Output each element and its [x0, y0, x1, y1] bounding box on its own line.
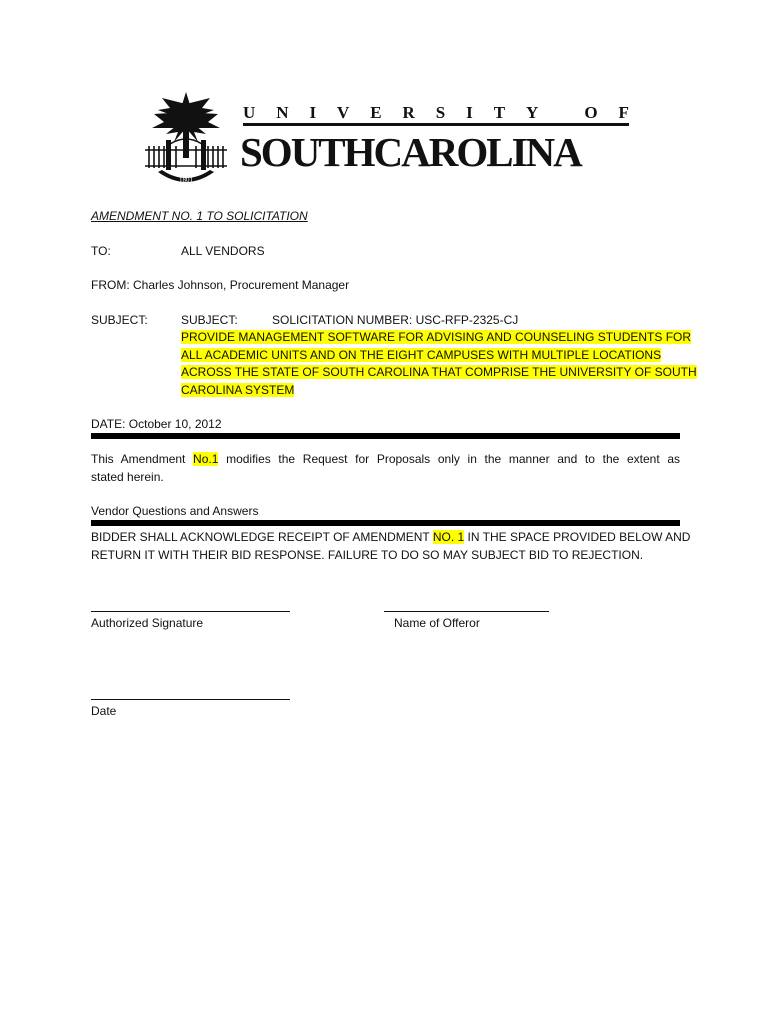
- amendment-paragraph: [91, 451, 680, 486]
- wordmark-letter: T: [493, 103, 506, 122]
- amendment-number-highlight: No.1: [193, 452, 219, 466]
- wordmark-university-of: [243, 104, 629, 126]
- to-label: TO:: [91, 244, 111, 258]
- date-line: DATE: October 10, 2012: [91, 417, 222, 431]
- wordmark-letter: R: [402, 103, 415, 122]
- solicitation-number: SOLICITATION NUMBER: USC-RFP-2325-CJ: [272, 313, 519, 327]
- wordmark-letter: Y: [525, 103, 539, 122]
- wordmark-letter: [559, 104, 563, 121]
- bidder-line-2: RETURN IT WITH THEIR BID RESPONSE. FAILURE TO DO SO MAY SUBJECT BID TO REJECTION.: [91, 547, 644, 562]
- seal-year: 1801: [179, 176, 193, 184]
- to-value: ALL VENDORS: [181, 244, 265, 258]
- wordmark-letter: F: [618, 103, 629, 122]
- vendor-qa-heading: Vendor Questions and Answers: [91, 504, 259, 518]
- wordmark-letter: O: [584, 103, 598, 122]
- bidder-line-1: BIDDER SHALL ACKNOWLEDGE RECEIPT OF AMENDMENT NO. 1 IN THE SPACE PROVIDED BELOW AND: [91, 530, 691, 544]
- divider-rule: [91, 433, 680, 439]
- subject-line-4: CAROLINA SYSTEM: [181, 383, 295, 397]
- from-line: FROM: Charles Johnson, Procurement Manager: [91, 278, 350, 292]
- wordmark-letter: V: [337, 103, 350, 122]
- wordmark-letter: U: [243, 103, 256, 122]
- offeror-name-label: Name of Offeror: [394, 616, 480, 630]
- amendment-line-2: stated herein.: [91, 469, 164, 484]
- amendment-line-1: This Amendment No.1 modifies the Request for Proposals only in the manner and to the extent as: [91, 452, 680, 466]
- wordmark-letter: I: [466, 103, 473, 122]
- wordmark-letter: S: [435, 103, 446, 122]
- subject-line-1: PROVIDE MANAGEMENT SOFTWARE FOR ADVISING AND COUNSELING STUDENTS FOR: [181, 330, 692, 344]
- subject-label: SUBJECT:: [91, 313, 148, 327]
- offeror-name-line: [384, 611, 549, 612]
- wordmark-letter: E: [370, 103, 382, 122]
- subject-inner-label: SUBJECT:: [181, 313, 238, 327]
- divider-rule: [91, 520, 680, 526]
- university-logo: [140, 88, 640, 192]
- subject-line-2: ALL ACADEMIC UNITS AND ON THE EIGHT CAMPUSES WITH MULTIPLE LOCATIONS: [181, 348, 662, 362]
- authorized-signature-line: [91, 611, 290, 612]
- palmetto-seal-icon: [140, 88, 232, 190]
- amendment-heading: AMENDMENT NO. 1 TO SOLICITATION: [91, 209, 308, 223]
- date-signature-line: [91, 699, 290, 700]
- date-signature-label: Date: [91, 704, 117, 718]
- subject-line-3: ACROSS THE STATE OF SOUTH CAROLINA THAT COMPRISE THE UNIVERSITY OF SOUTH: [181, 365, 697, 379]
- bidder-number-highlight: NO. 1: [432, 530, 465, 544]
- wordmark-letter: I: [309, 103, 317, 122]
- wordmark-letter: N: [276, 103, 289, 122]
- wordmark-south-carolina: SOUTHCAROLINA: [240, 129, 581, 175]
- bidder-paragraph: [91, 529, 691, 564]
- authorized-signature-label: Authorized Signature: [91, 616, 204, 630]
